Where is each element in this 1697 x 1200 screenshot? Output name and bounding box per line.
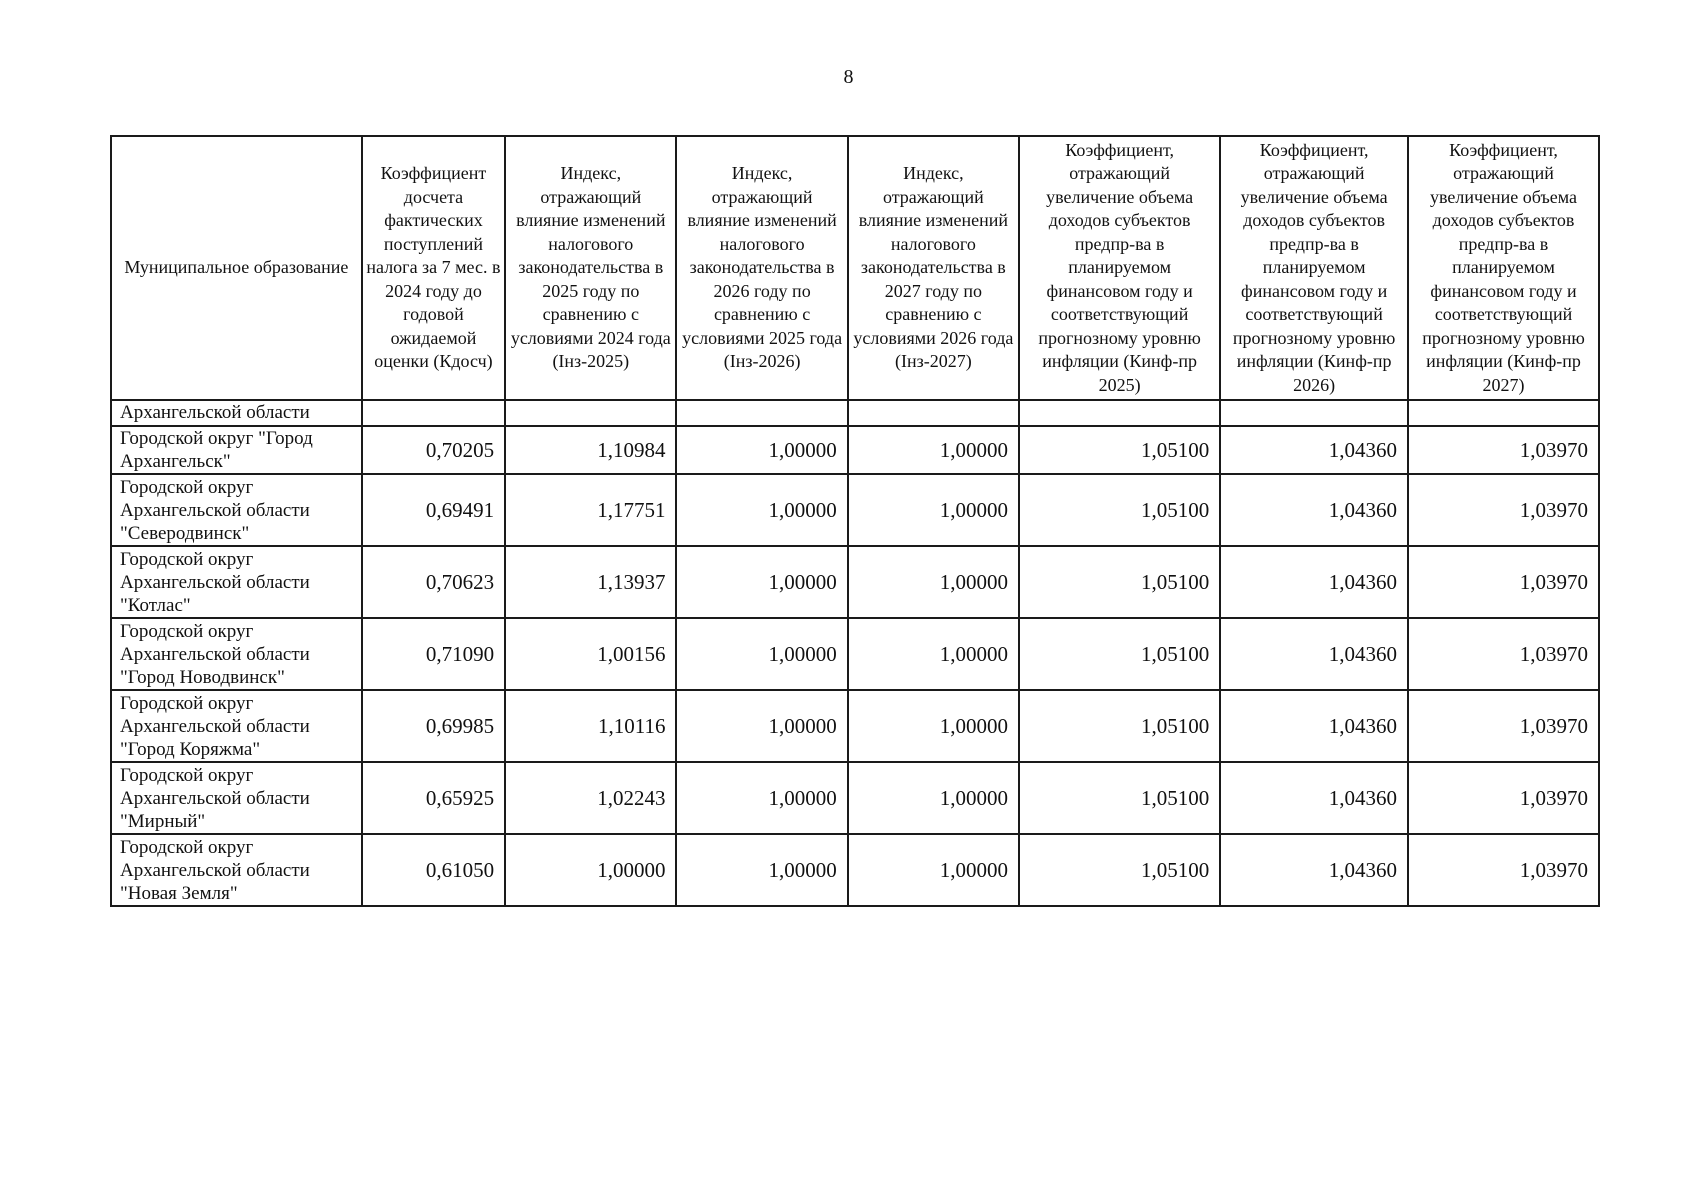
table-row xyxy=(111,618,1599,690)
value-kinf-2027: 1,03970 xyxy=(1408,834,1599,906)
value-kinf-2025: 1,05100 xyxy=(1019,426,1220,474)
region-label: Архангельской области xyxy=(111,400,362,426)
value-inz-2027: 1,00000 xyxy=(848,834,1019,906)
value-inz-2026: 1,00000 xyxy=(676,834,847,906)
municipality-name: Городской округ Архангельской области "Северодвинск" xyxy=(111,474,362,546)
empty-cell xyxy=(362,400,505,426)
value-inz-2027: 1,00000 xyxy=(848,426,1019,474)
municipality-name: Городской округ Архангельской области "Мирный" xyxy=(111,762,362,834)
empty-cell xyxy=(676,400,847,426)
empty-cell xyxy=(505,400,676,426)
value-kinf-2026: 1,04360 xyxy=(1220,474,1408,546)
header-kinf-2027: Коэффициент, отражающий увеличение объема доходов субъектов предпр-ва в планируемом финансовом году и соответствующий прогнозному уровню инфляции (Кинф-пр 2027) xyxy=(1408,136,1599,400)
value-kinf-2026: 1,04360 xyxy=(1220,690,1408,762)
value-inz-2026: 1,00000 xyxy=(676,762,847,834)
value-kinf-2026: 1,04360 xyxy=(1220,834,1408,906)
value-inz-2025: 1,00000 xyxy=(505,834,676,906)
table-row xyxy=(111,426,1599,474)
value-kinf-2027: 1,03970 xyxy=(1408,762,1599,834)
value-kdosch: 0,70205 xyxy=(362,426,505,474)
value-inz-2027: 1,00000 xyxy=(848,474,1019,546)
value-kinf-2026: 1,04360 xyxy=(1220,426,1408,474)
municipality-name: Городской округ Архангельской области "Котлас" xyxy=(111,546,362,618)
header-inz-2027: Индекс, отражающий влияние изменений налогового законодательства в 2027 году по сравнению с условиями 2026 года (Iнз-2027) xyxy=(848,136,1019,400)
header-kdosch: Коэффициент досчета фактических поступлений налога за 7 мес. в 2024 году до годовой ожидаемой оценки (Кдосч) xyxy=(362,136,505,400)
value-inz-2025: 1,00156 xyxy=(505,618,676,690)
value-inz-2026: 1,00000 xyxy=(676,618,847,690)
value-inz-2027: 1,00000 xyxy=(848,762,1019,834)
page-number: 8 xyxy=(843,66,854,88)
value-kdosch: 0,71090 xyxy=(362,618,505,690)
value-kinf-2027: 1,03970 xyxy=(1408,546,1599,618)
value-kdosch: 0,69985 xyxy=(362,690,505,762)
value-kdosch: 0,69491 xyxy=(362,474,505,546)
value-kinf-2026: 1,04360 xyxy=(1220,618,1408,690)
municipality-name: Городской округ Архангельской области "Новая Земля" xyxy=(111,834,362,906)
value-kinf-2025: 1,05100 xyxy=(1019,546,1220,618)
empty-cell xyxy=(1220,400,1408,426)
header-kinf-2026: Коэффициент, отражающий увеличение объема доходов субъектов предпр-ва в планируемом финансовом году и соответствующий прогнозному уровню инфляции (Кинф-пр 2026) xyxy=(1220,136,1408,400)
value-inz-2025: 1,17751 xyxy=(505,474,676,546)
value-kinf-2027: 1,03970 xyxy=(1408,690,1599,762)
table-header-row xyxy=(111,136,1599,400)
table-row xyxy=(111,546,1599,618)
value-kinf-2027: 1,03970 xyxy=(1408,474,1599,546)
value-kinf-2026: 1,04360 xyxy=(1220,546,1408,618)
value-kinf-2027: 1,03970 xyxy=(1408,618,1599,690)
empty-cell xyxy=(1408,400,1599,426)
header-inz-2026: Индекс, отражающий влияние изменений налогового законодательства в 2026 году по сравнению с условиями 2025 года (Iнз-2026) xyxy=(676,136,847,400)
value-kdosch: 0,65925 xyxy=(362,762,505,834)
region-row xyxy=(111,400,1599,426)
value-kinf-2026: 1,04360 xyxy=(1220,762,1408,834)
value-kdosch: 0,70623 xyxy=(362,546,505,618)
value-kinf-2027: 1,03970 xyxy=(1408,426,1599,474)
municipal-coefficients-table xyxy=(110,135,1600,907)
value-kinf-2025: 1,05100 xyxy=(1019,618,1220,690)
value-kdosch: 0,61050 xyxy=(362,834,505,906)
municipality-name: Городской округ Архангельской области "Город Новодвинск" xyxy=(111,618,362,690)
value-inz-2026: 1,00000 xyxy=(676,426,847,474)
value-kinf-2025: 1,05100 xyxy=(1019,762,1220,834)
table-row xyxy=(111,690,1599,762)
header-municipality: Муниципальное образование xyxy=(111,136,362,400)
empty-cell xyxy=(1019,400,1220,426)
value-inz-2026: 1,00000 xyxy=(676,474,847,546)
table-row xyxy=(111,762,1599,834)
table-row xyxy=(111,474,1599,546)
municipality-name: Городской округ Архангельской области "Город Коряжма" xyxy=(111,690,362,762)
value-kinf-2025: 1,05100 xyxy=(1019,834,1220,906)
value-inz-2025: 1,10116 xyxy=(505,690,676,762)
value-inz-2025: 1,02243 xyxy=(505,762,676,834)
empty-cell xyxy=(848,400,1019,426)
value-inz-2026: 1,00000 xyxy=(676,546,847,618)
value-kinf-2025: 1,05100 xyxy=(1019,690,1220,762)
value-inz-2027: 1,00000 xyxy=(848,618,1019,690)
value-inz-2025: 1,13937 xyxy=(505,546,676,618)
value-inz-2025: 1,10984 xyxy=(505,426,676,474)
header-kinf-2025: Коэффициент, отражающий увеличение объема доходов субъектов предпр-ва в планируемом финансовом году и соответствующий прогнозному уровню инфляции (Кинф-пр 2025) xyxy=(1019,136,1220,400)
value-kinf-2025: 1,05100 xyxy=(1019,474,1220,546)
value-inz-2027: 1,00000 xyxy=(848,546,1019,618)
header-inz-2025: Индекс, отражающий влияние изменений налогового законодательства в 2025 году по сравнению с условиями 2024 года (Iнз-2025) xyxy=(505,136,676,400)
value-inz-2027: 1,00000 xyxy=(848,690,1019,762)
value-inz-2026: 1,00000 xyxy=(676,690,847,762)
municipality-name: Городской округ "Город Архангельск" xyxy=(111,426,362,474)
table-row xyxy=(111,834,1599,906)
